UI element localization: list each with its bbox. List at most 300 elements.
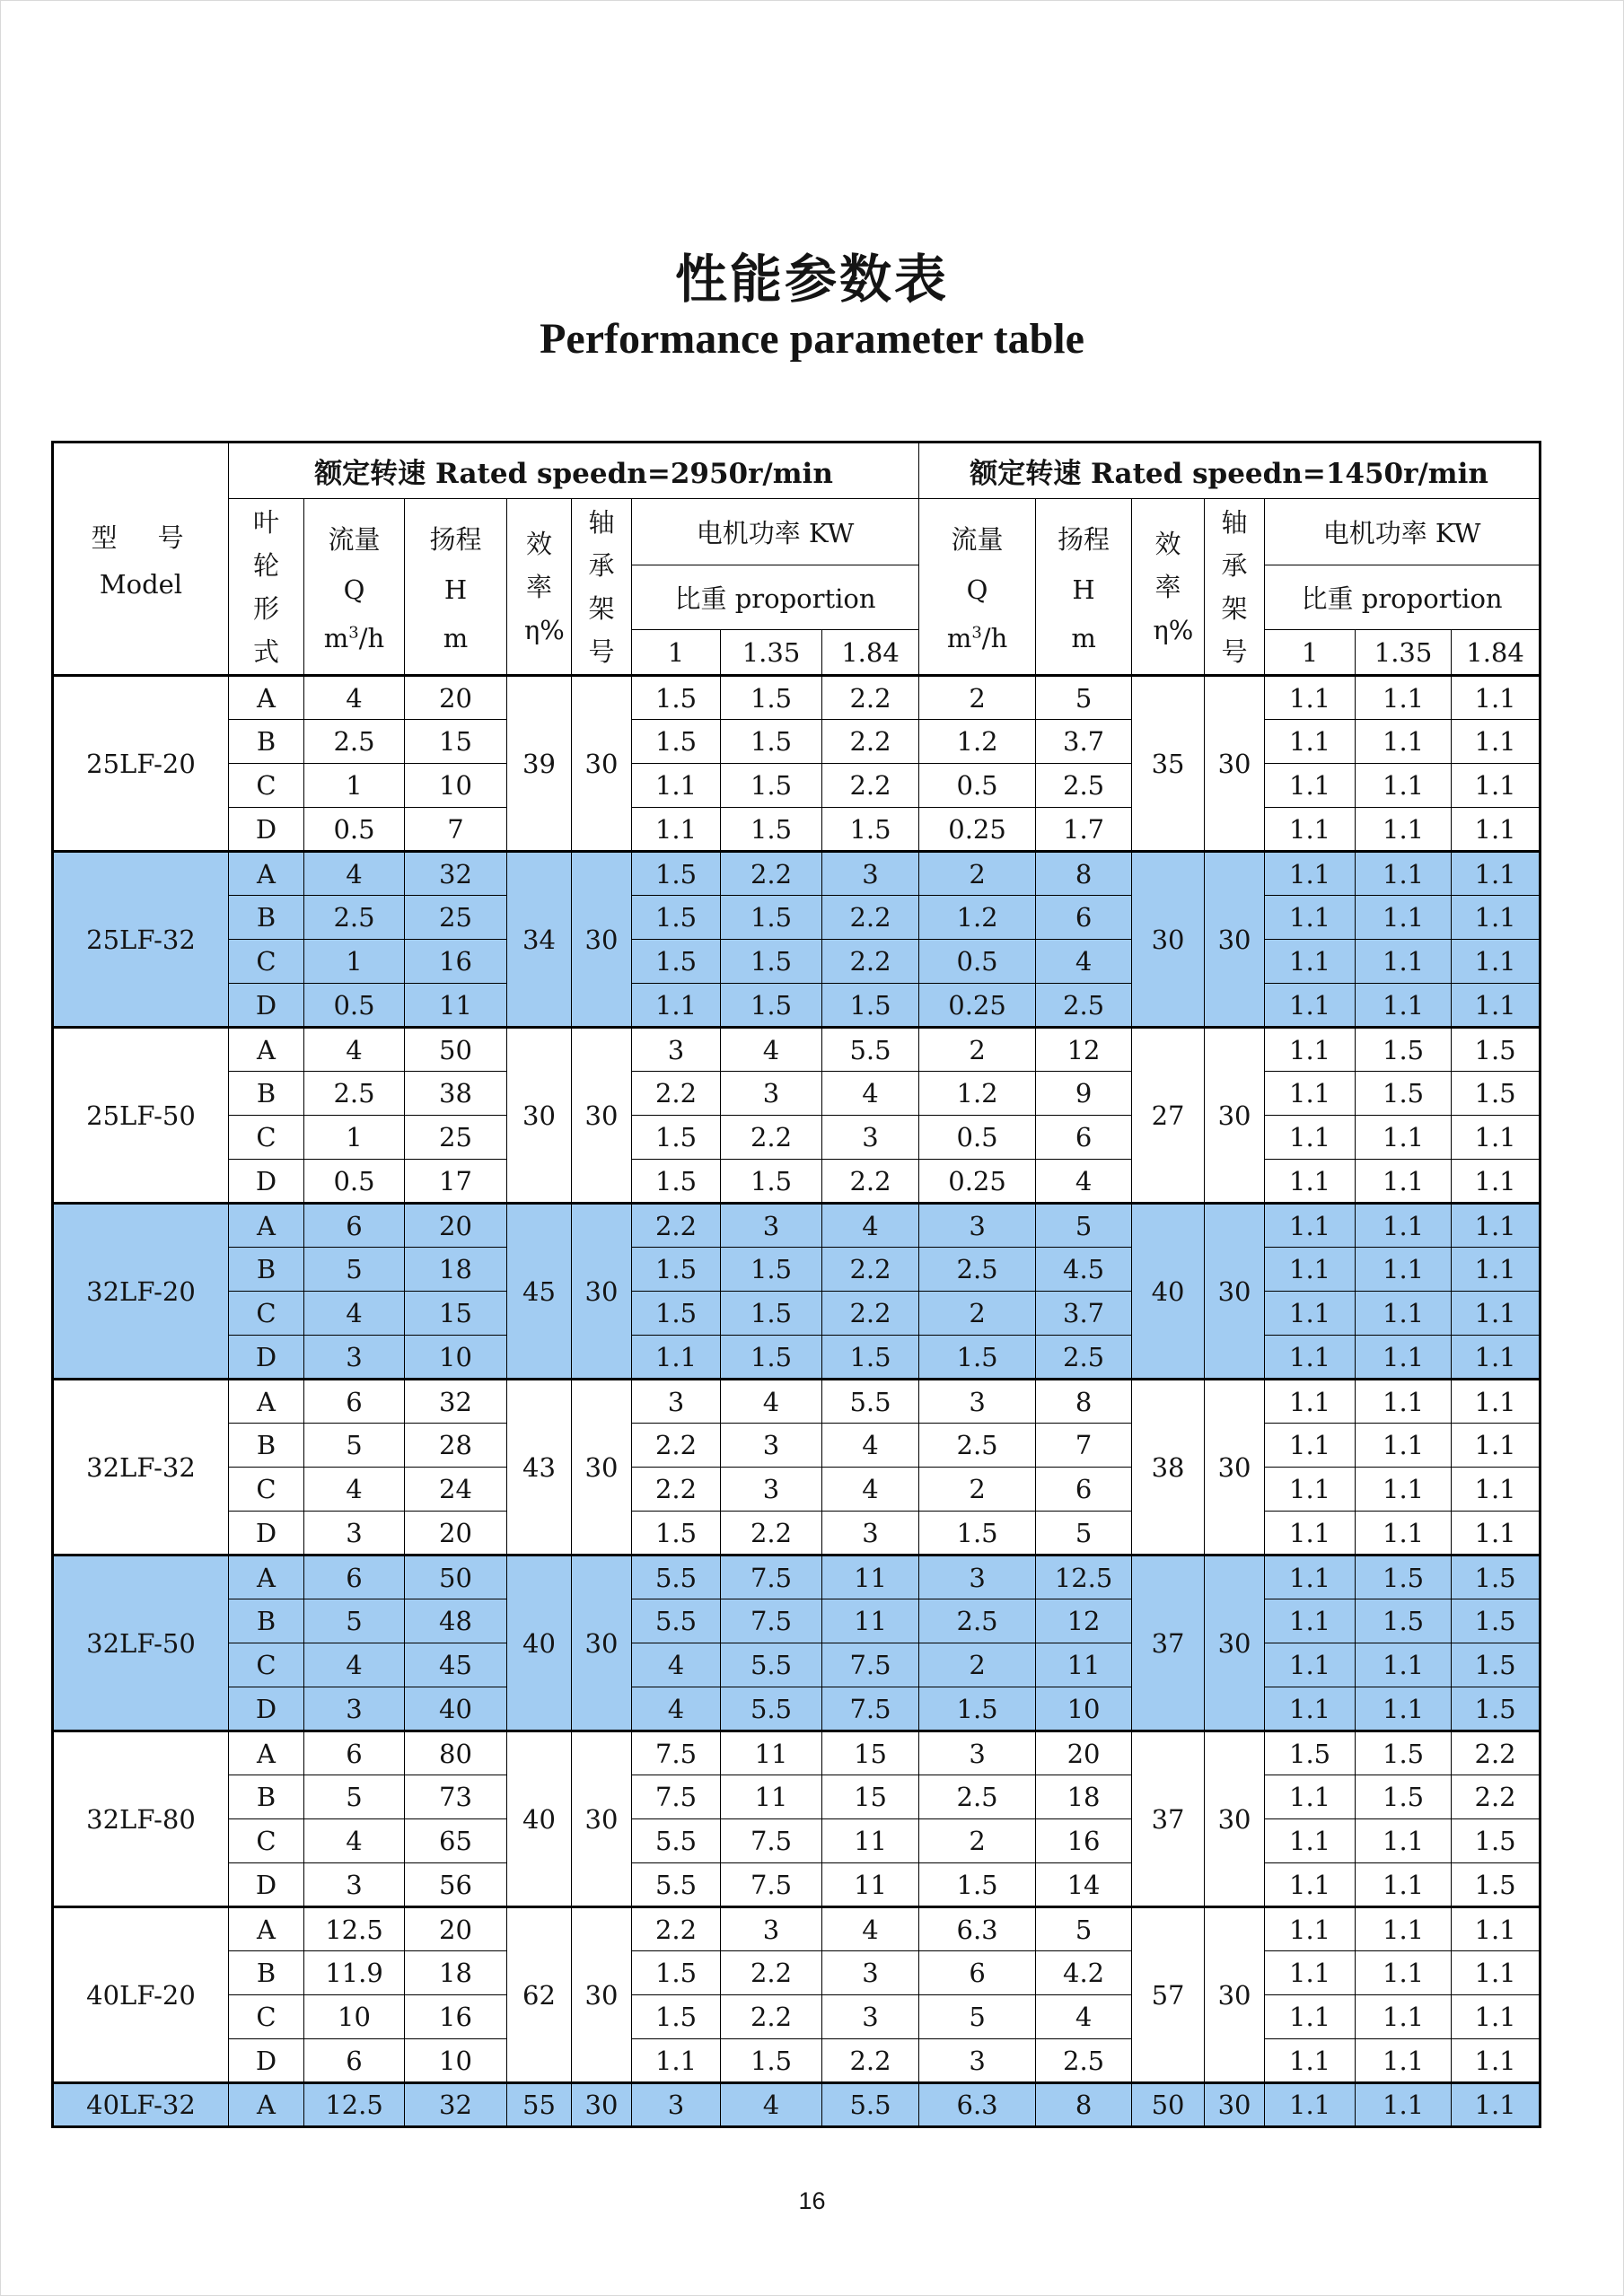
impeller-type-cell: D xyxy=(229,1160,304,1204)
power-cell: 1.5 xyxy=(1356,1599,1452,1643)
table-row xyxy=(53,1116,1541,1160)
bearing-header-1450: 轴承架号 xyxy=(1205,499,1265,676)
table-row xyxy=(53,1775,1541,1819)
power-cell: 1.5 xyxy=(1356,1775,1452,1819)
head-cell: 12.5 xyxy=(1036,1555,1132,1599)
power-cell: 1.5 xyxy=(632,1512,721,1555)
power-cell: 1.5 xyxy=(632,1995,721,2039)
head-cell: 20 xyxy=(1036,1731,1132,1775)
flow-cell: 1.2 xyxy=(919,896,1036,940)
efficiency-cell: 30 xyxy=(507,1028,572,1204)
power-cell: 5.5 xyxy=(721,1687,822,1731)
efficiency-cell: 27 xyxy=(1132,1028,1205,1204)
efficiency-cell: 35 xyxy=(1132,676,1205,852)
head-cell: 2.5 xyxy=(1036,764,1132,808)
head-cell: 4 xyxy=(1036,1160,1132,1204)
power-cell: 2.2 xyxy=(632,1424,721,1468)
power-cell: 1.1 xyxy=(1356,1160,1452,1204)
power-cell: 2.2 xyxy=(822,1160,919,1204)
impeller-type-cell: B xyxy=(229,1248,304,1292)
flow-unit: $m^3/h$ xyxy=(946,623,1008,654)
head-cell: 10 xyxy=(1036,1687,1132,1731)
power-cell: 2.2 xyxy=(822,764,919,808)
head-cell: 8 xyxy=(1036,852,1132,896)
table-row xyxy=(53,1643,1541,1687)
flow-cell: 6.3 xyxy=(919,1907,1036,1951)
power-cell: 11 xyxy=(822,1819,919,1863)
power-cell: 1.1 xyxy=(1452,676,1541,720)
impeller-type-cell: D xyxy=(229,1512,304,1555)
power-cell: 1.5 xyxy=(632,1116,721,1160)
bearing-frame-cell: 30 xyxy=(1205,1555,1265,1731)
power-cell: 1.5 xyxy=(1452,1599,1541,1643)
power-cell: 4 xyxy=(822,1424,919,1468)
power-cell: 1.1 xyxy=(1356,1204,1452,1248)
power-cell: 3 xyxy=(632,2083,721,2127)
head-cell: 2.5 xyxy=(1036,1336,1132,1380)
table-row xyxy=(53,852,1541,896)
bearing-frame-cell: 30 xyxy=(572,1204,632,1380)
bearing-frame-cell: 30 xyxy=(1205,2083,1265,2127)
table-row xyxy=(53,1028,1541,1072)
power-cell: 1.1 xyxy=(1452,764,1541,808)
power-cell: 1.1 xyxy=(1356,1687,1452,1731)
power-cell: 1.1 xyxy=(1356,1995,1452,2039)
efficiency-cell: 38 xyxy=(1132,1380,1205,1555)
head-cell: 40 xyxy=(405,1687,507,1731)
power-cell: 1.1 xyxy=(1356,764,1452,808)
power-cell: 1.5 xyxy=(721,896,822,940)
flow-cell: 0.25 xyxy=(919,808,1036,852)
table-row xyxy=(53,720,1541,764)
head-cell: 3.7 xyxy=(1036,1292,1132,1336)
ratio-header: 1.35 xyxy=(721,630,822,676)
head-cell: 10 xyxy=(405,764,507,808)
bearing-frame-cell: 30 xyxy=(1205,1907,1265,2083)
power-cell: 2.2 xyxy=(632,1468,721,1512)
power-cell: 1.1 xyxy=(1265,1028,1356,1072)
flow-cell: 3 xyxy=(304,1863,405,1907)
ratio-header: 1 xyxy=(632,630,721,676)
impeller-type-cell: C xyxy=(229,1116,304,1160)
power-cell: 1.1 xyxy=(1265,852,1356,896)
efficiency-cell: 37 xyxy=(1132,1555,1205,1731)
flow-cell: 5 xyxy=(304,1424,405,1468)
power-cell: 3 xyxy=(721,1907,822,1951)
flow-cell: 4 xyxy=(304,1468,405,1512)
power-cell: 1.5 xyxy=(1452,1687,1541,1731)
flow-cell: 2.5 xyxy=(919,1248,1036,1292)
impeller-type-cell: A xyxy=(229,2083,304,2127)
model-header-zh: 型 号 xyxy=(91,522,191,553)
impeller-type-cell: C xyxy=(229,764,304,808)
bearing-frame-cell: 30 xyxy=(572,1731,632,1907)
table-row xyxy=(53,2039,1541,2083)
power-cell: 1.1 xyxy=(1356,720,1452,764)
power-cell: 1.1 xyxy=(1452,1336,1541,1380)
head-cell: 18 xyxy=(405,1248,507,1292)
impeller-type-cell: C xyxy=(229,1468,304,1512)
power-cell: 2.2 xyxy=(822,896,919,940)
impeller-type-cell: C xyxy=(229,1292,304,1336)
head-cell: 11 xyxy=(1036,1643,1132,1687)
power-cell: 3 xyxy=(721,1072,822,1116)
table-row xyxy=(53,2083,1541,2127)
power-cell: 1.1 xyxy=(1356,676,1452,720)
table-row xyxy=(53,984,1541,1028)
power-cell: 4 xyxy=(632,1643,721,1687)
power-cell: 1.1 xyxy=(1452,1116,1541,1160)
power-cell: 1.5 xyxy=(721,1248,822,1292)
table-row xyxy=(53,940,1541,984)
power-cell: 1.5 xyxy=(822,808,919,852)
power-cell: 1.1 xyxy=(1356,1292,1452,1336)
power-cell: 1.5 xyxy=(1356,1028,1452,1072)
flow-cell: 6 xyxy=(304,2039,405,2083)
head-cell: 7 xyxy=(405,808,507,852)
flow-cell: 6 xyxy=(304,1380,405,1424)
flow-cell: 11.9 xyxy=(304,1951,405,1995)
power-cell: 1.1 xyxy=(1452,808,1541,852)
head-cell: 7 xyxy=(1036,1424,1132,1468)
power-cell: 1.5 xyxy=(1452,1643,1541,1687)
impeller-type-cell: C xyxy=(229,940,304,984)
power-cell: 3 xyxy=(822,852,919,896)
power-cell: 1.1 xyxy=(1452,896,1541,940)
power-cell: 1.1 xyxy=(1452,720,1541,764)
power-cell: 2.2 xyxy=(822,720,919,764)
power-cell: 1.1 xyxy=(632,1336,721,1380)
power-cell: 7.5 xyxy=(721,1863,822,1907)
flow-cell: 2.5 xyxy=(304,1072,405,1116)
power-cell: 1.1 xyxy=(1265,1116,1356,1160)
power-cell: 1.1 xyxy=(1265,940,1356,984)
power-cell: 2.2 xyxy=(822,2039,919,2083)
impeller-type-cell: C xyxy=(229,1643,304,1687)
head-cell: 5 xyxy=(1036,1512,1132,1555)
power-cell: 2.2 xyxy=(822,676,919,720)
head-cell: 73 xyxy=(405,1775,507,1819)
power-cell: 4 xyxy=(822,1468,919,1512)
flow-cell: 2.5 xyxy=(919,1599,1036,1643)
power-cell: 1.1 xyxy=(1356,1951,1452,1995)
head-cell: 65 xyxy=(405,1819,507,1863)
power-cell: 1.1 xyxy=(1452,1468,1541,1512)
bearing-frame-cell: 30 xyxy=(572,1907,632,2083)
power-cell: 1.1 xyxy=(1452,1248,1541,1292)
power-cell: 1.5 xyxy=(721,940,822,984)
power-cell: 1.1 xyxy=(1356,852,1452,896)
power-cell: 2.2 xyxy=(632,1072,721,1116)
head-cell: 5 xyxy=(1036,1907,1132,1951)
power-cell: 3 xyxy=(822,1116,919,1160)
power-cell: 5.5 xyxy=(632,1599,721,1643)
impeller-type-cell: B xyxy=(229,1072,304,1116)
head-cell: 10 xyxy=(405,2039,507,2083)
bearing-frame-cell: 30 xyxy=(572,1028,632,1204)
power-cell: 11 xyxy=(822,1599,919,1643)
power-cell: 1.5 xyxy=(632,1248,721,1292)
power-cell: 1.1 xyxy=(1356,1907,1452,1951)
flow-cell: 6 xyxy=(304,1731,405,1775)
bearing-frame-cell: 30 xyxy=(572,1380,632,1555)
head-cell: 8 xyxy=(1036,1380,1132,1424)
power-cell: 3 xyxy=(632,1028,721,1072)
power-cell: 2.2 xyxy=(721,852,822,896)
head-cell: 16 xyxy=(405,1995,507,2039)
power-cell: 1.5 xyxy=(721,808,822,852)
motor-power-header-2950: 电机功率 KW xyxy=(632,499,919,565)
impeller-type-cell: B xyxy=(229,720,304,764)
flow-cell: 1.2 xyxy=(919,1072,1036,1116)
bearing-frame-cell: 30 xyxy=(572,1555,632,1731)
impeller-type-cell: A xyxy=(229,1028,304,1072)
head-cell: 80 xyxy=(405,1731,507,1775)
table-row xyxy=(53,1292,1541,1336)
table-row xyxy=(53,1863,1541,1907)
efficiency-cell: 45 xyxy=(507,1204,572,1380)
power-cell: 1.1 xyxy=(1452,1951,1541,1995)
impeller-type-cell: C xyxy=(229,1995,304,2039)
power-cell: 1.5 xyxy=(721,1160,822,1204)
power-cell: 1.1 xyxy=(1265,1204,1356,1248)
flow-cell: 4 xyxy=(304,1292,405,1336)
page-title-chinese: 性能参数表 xyxy=(674,249,949,310)
head-cell: 20 xyxy=(405,1512,507,1555)
flow-cell: 2.5 xyxy=(919,1424,1036,1468)
table-row xyxy=(53,1468,1541,1512)
head-cell: 18 xyxy=(1036,1775,1132,1819)
power-cell: 15 xyxy=(822,1731,919,1775)
bearing-frame-cell: 30 xyxy=(572,2083,632,2127)
power-cell: 1.1 xyxy=(1356,1116,1452,1160)
head-cell: 3.7 xyxy=(1036,720,1132,764)
power-cell: 1.1 xyxy=(1356,984,1452,1028)
power-cell: 1.1 xyxy=(1356,940,1452,984)
power-cell: 1.1 xyxy=(1452,852,1541,896)
power-cell: 1.1 xyxy=(1452,1292,1541,1336)
power-cell: 1.5 xyxy=(632,896,721,940)
power-cell: 2.2 xyxy=(721,1995,822,2039)
ratio-header: 1.84 xyxy=(822,630,919,676)
power-cell: 4 xyxy=(822,1204,919,1248)
head-cell: 6 xyxy=(1036,1116,1132,1160)
power-cell: 1.1 xyxy=(1356,2039,1452,2083)
flow-cell: 0.5 xyxy=(304,808,405,852)
power-cell: 7.5 xyxy=(721,1555,822,1599)
table-row xyxy=(53,1380,1541,1424)
power-cell: 1.5 xyxy=(1452,1072,1541,1116)
head-cell: 12 xyxy=(1036,1028,1132,1072)
flow-header-1450: 流量 Q $m^3/h$ xyxy=(919,499,1036,676)
table-row xyxy=(53,1951,1541,1995)
power-cell: 1.5 xyxy=(1356,1555,1452,1599)
speed-header-1450: 额定转速 Rated speedn=1450r/min xyxy=(919,443,1541,499)
model-cell: 32LF-32 xyxy=(53,1380,229,1555)
head-cell: 32 xyxy=(405,852,507,896)
flow-cell: 4 xyxy=(304,1643,405,1687)
flow-cell: 5 xyxy=(304,1775,405,1819)
table-row xyxy=(53,1248,1541,1292)
power-cell: 1.1 xyxy=(1265,1599,1356,1643)
impeller-type-cell: A xyxy=(229,1204,304,1248)
power-cell: 1.5 xyxy=(632,676,721,720)
power-cell: 1.1 xyxy=(1356,2083,1452,2127)
efficiency-cell: 39 xyxy=(507,676,572,852)
power-cell: 3 xyxy=(632,1380,721,1424)
power-cell: 7.5 xyxy=(632,1731,721,1775)
efficiency-cell: 37 xyxy=(1132,1731,1205,1907)
head-cell: 4.2 xyxy=(1036,1951,1132,1995)
flow-cell: 2 xyxy=(919,1819,1036,1863)
table-row xyxy=(53,1731,1541,1775)
impeller-type-cell: A xyxy=(229,1380,304,1424)
power-cell: 1.1 xyxy=(1265,1160,1356,1204)
flow-cell: 0.25 xyxy=(919,1160,1036,1204)
page-number: 16 xyxy=(798,2187,826,2214)
power-cell: 1.1 xyxy=(1356,1336,1452,1380)
model-cell: 32LF-50 xyxy=(53,1555,229,1731)
model-cell: 40LF-20 xyxy=(53,1907,229,2083)
power-cell: 15 xyxy=(822,1775,919,1819)
power-cell: 1.1 xyxy=(1265,1336,1356,1380)
power-cell: 1.1 xyxy=(1356,1424,1452,1468)
bearing-frame-cell: 30 xyxy=(1205,1380,1265,1555)
table-row xyxy=(53,764,1541,808)
head-cell: 4 xyxy=(1036,1995,1132,2039)
power-cell: 1.1 xyxy=(1265,1248,1356,1292)
table-row xyxy=(53,1995,1541,2039)
power-cell: 3 xyxy=(721,1468,822,1512)
impeller-type-cell: D xyxy=(229,1336,304,1380)
flow-cell: 4 xyxy=(304,676,405,720)
power-cell: 1.1 xyxy=(1265,2039,1356,2083)
power-cell: 7.5 xyxy=(632,1775,721,1819)
power-cell: 1.1 xyxy=(1356,1380,1452,1424)
bearing-frame-cell: 30 xyxy=(572,676,632,852)
power-cell: 1.1 xyxy=(1265,1555,1356,1599)
head-cell: 9 xyxy=(1036,1072,1132,1116)
power-cell: 1.1 xyxy=(1265,1775,1356,1819)
power-cell: 1.5 xyxy=(1452,1819,1541,1863)
flow-cell: 12.5 xyxy=(304,1907,405,1951)
power-cell: 7.5 xyxy=(721,1819,822,1863)
power-cell: 3 xyxy=(721,1424,822,1468)
flow-cell: 1 xyxy=(304,764,405,808)
power-cell: 1.1 xyxy=(1452,940,1541,984)
power-cell: 2.2 xyxy=(721,1512,822,1555)
power-cell: 1.1 xyxy=(632,984,721,1028)
power-cell: 5.5 xyxy=(632,1863,721,1907)
flow-cell: 2 xyxy=(919,676,1036,720)
head-cell: 10 xyxy=(405,1336,507,1380)
bearing-frame-cell: 30 xyxy=(572,852,632,1028)
model-cell: 25LF-50 xyxy=(53,1028,229,1204)
power-cell: 1.5 xyxy=(632,720,721,764)
head-cell: 20 xyxy=(405,1204,507,1248)
head-cell: 45 xyxy=(405,1643,507,1687)
power-cell: 1.1 xyxy=(1265,1643,1356,1687)
power-cell: 1.1 xyxy=(1265,1907,1356,1951)
head-cell: 38 xyxy=(405,1072,507,1116)
power-cell: 2.2 xyxy=(1452,1775,1541,1819)
power-cell: 1.1 xyxy=(1452,984,1541,1028)
power-cell: 1.1 xyxy=(1265,1292,1356,1336)
ratio-header: 1.84 xyxy=(1452,630,1541,676)
table-row xyxy=(53,1072,1541,1116)
power-cell: 7.5 xyxy=(822,1687,919,1731)
head-cell: 32 xyxy=(405,1380,507,1424)
power-cell: 1.5 xyxy=(1356,1072,1452,1116)
efficiency-cell: 40 xyxy=(507,1731,572,1907)
model-cell: 32LF-20 xyxy=(53,1204,229,1380)
bearing-frame-cell: 30 xyxy=(1205,676,1265,852)
power-cell: 5.5 xyxy=(632,1819,721,1863)
power-cell: 7.5 xyxy=(822,1643,919,1687)
power-cell: 5.5 xyxy=(721,1643,822,1687)
impeller-header: 叶轮形式 xyxy=(229,499,304,676)
table-row xyxy=(53,1160,1541,1204)
head-cell: 15 xyxy=(405,720,507,764)
head-cell: 6 xyxy=(1036,896,1132,940)
impeller-type-cell: B xyxy=(229,1775,304,1819)
power-cell: 1.1 xyxy=(1452,1512,1541,1555)
impeller-type-cell: B xyxy=(229,896,304,940)
flow-cell: 1.5 xyxy=(919,1863,1036,1907)
power-cell: 1.5 xyxy=(721,764,822,808)
power-cell: 1.5 xyxy=(1265,1731,1356,1775)
table-row xyxy=(53,1907,1541,1951)
efficiency-cell: 34 xyxy=(507,852,572,1028)
power-cell: 4 xyxy=(822,1072,919,1116)
power-cell: 1.5 xyxy=(632,1951,721,1995)
efficiency-header-1450: 效率η% xyxy=(1132,499,1205,676)
power-cell: 1.1 xyxy=(1452,1907,1541,1951)
flow-cell: 3 xyxy=(304,1336,405,1380)
power-cell: 2.2 xyxy=(721,1951,822,1995)
power-cell: 1.1 xyxy=(1265,808,1356,852)
impeller-type-cell: A xyxy=(229,1731,304,1775)
flow-cell: 2 xyxy=(919,1292,1036,1336)
power-cell: 1.5 xyxy=(721,2039,822,2083)
power-cell: 11 xyxy=(822,1863,919,1907)
power-cell: 11 xyxy=(721,1731,822,1775)
efficiency-cell: 43 xyxy=(507,1380,572,1555)
flow-cell: 5 xyxy=(919,1995,1036,2039)
impeller-type-cell: B xyxy=(229,1951,304,1995)
table-body xyxy=(53,676,1541,2127)
head-cell: 5 xyxy=(1036,676,1132,720)
performance-table xyxy=(51,441,1541,2128)
ratio-header: 1 xyxy=(1265,630,1356,676)
proportion-header-2950: 比重 proportion xyxy=(632,565,919,630)
model-header-en: Model xyxy=(99,569,183,600)
flow-cell: 1.5 xyxy=(919,1512,1036,1555)
impeller-type-cell: D xyxy=(229,2039,304,2083)
power-cell: 1.1 xyxy=(1356,1643,1452,1687)
flow-cell: 1.5 xyxy=(919,1336,1036,1380)
flow-cell: 5 xyxy=(304,1248,405,1292)
power-cell: 1.1 xyxy=(1452,1204,1541,1248)
flow-cell: 2 xyxy=(919,852,1036,896)
power-cell: 3 xyxy=(822,1512,919,1555)
power-cell: 1.5 xyxy=(632,940,721,984)
power-cell: 1.5 xyxy=(721,1292,822,1336)
power-cell: 1.5 xyxy=(1356,1731,1452,1775)
head-cell: 32 xyxy=(405,2083,507,2127)
power-cell: 1.1 xyxy=(1265,676,1356,720)
efficiency-cell: 40 xyxy=(1132,1204,1205,1380)
